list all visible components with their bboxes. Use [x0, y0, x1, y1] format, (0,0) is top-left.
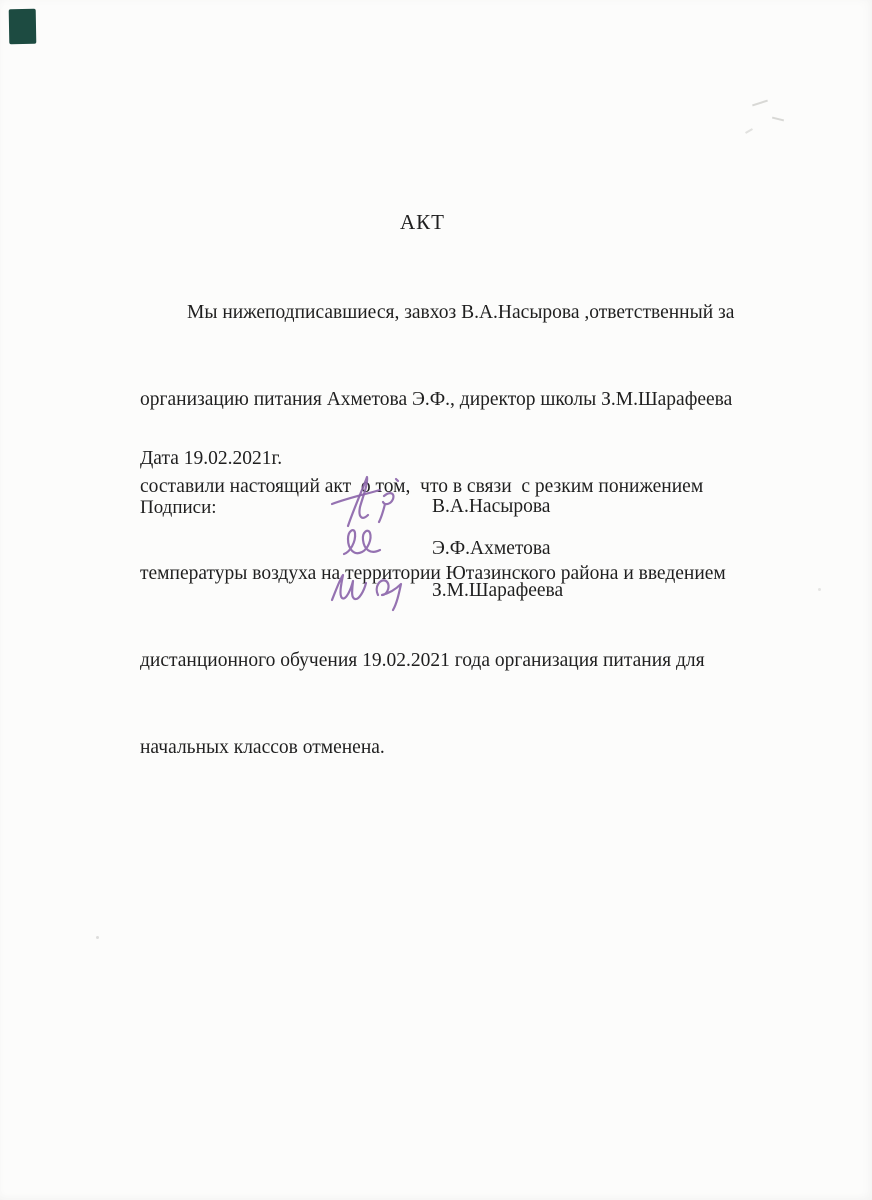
body-line: начальных классов отменена. — [140, 737, 385, 758]
document-body — [140, 240, 752, 820]
signature-nasyrova — [318, 472, 413, 530]
body-line: температуры воздуха на территории Ютазинского района и введением — [140, 563, 726, 584]
signatory-name: Э.Ф.Ахметова — [432, 538, 551, 559]
signature-akhmetova — [336, 524, 394, 562]
scan-speck — [772, 117, 784, 122]
scan-speck — [745, 128, 753, 134]
body-line: организацию питания Ахметова Э.Ф., директор школы З.М.Шарафеева — [140, 389, 733, 410]
date-line: Дата 19.02.2021г. — [140, 448, 283, 469]
body-line: Мы нижеподписавшиеся, завхоз В.А.Насырова ,ответственный за — [187, 302, 735, 323]
scan-speck — [818, 588, 821, 591]
document-title: АКТ — [400, 210, 445, 235]
signatory-name: В.А.Насырова — [432, 496, 551, 517]
signatory-name: З.М.Шарафеева — [432, 580, 564, 601]
signatures-label: Подписи: — [140, 497, 217, 518]
body-line: дистанционного обучения 19.02.2021 года организация питания для — [140, 650, 705, 671]
scan-speck — [96, 936, 99, 939]
body-line: составили настоящий акт о том, что в связи с резким понижением — [140, 476, 704, 497]
signature-sharafeeva — [326, 564, 418, 612]
scan-artifact-bar — [9, 9, 37, 44]
scan-speck — [752, 100, 768, 107]
